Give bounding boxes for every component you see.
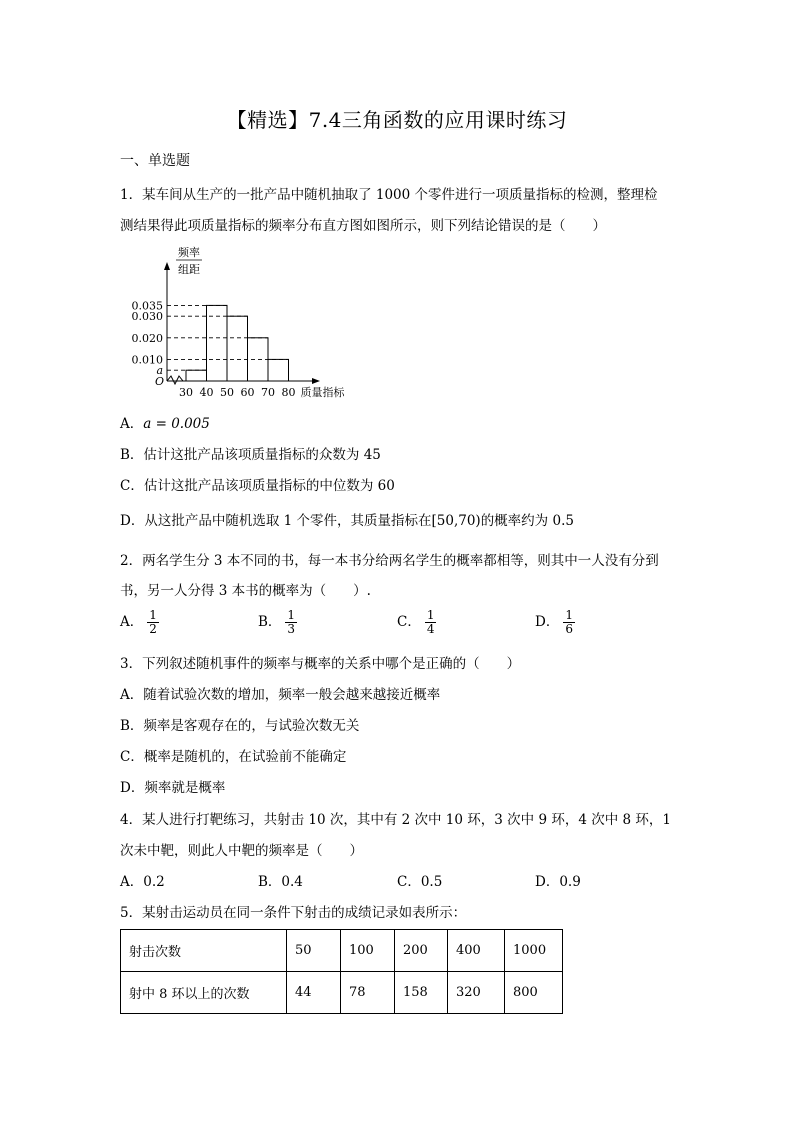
q2-option-b-fraction: $\frac{1}{3}$ — [287, 608, 296, 636]
histogram-bar — [186, 370, 207, 381]
x-axis-arrow — [312, 378, 320, 384]
y-axis-label-top: 频率 — [178, 246, 200, 259]
q3-option-a[interactable]: A．随着试验次数的增加，频率一般会越来越接近概率 — [120, 687, 441, 703]
y-tick-label: 0.035 — [131, 299, 163, 313]
q1-stem-line2: 测结果得此项质量指标的频率分布直方图如图所示，则下列结论错误的是（ ） — [120, 218, 606, 234]
histogram-bar — [207, 305, 228, 381]
q3-stem: 3．下列叙述随机事件的频率与概率的关系中哪个是正确的（ ） — [120, 656, 521, 672]
table-cell: 320 — [448, 972, 505, 1014]
q2-option-c-fraction: $\frac{1}{4}$ — [426, 608, 435, 636]
histogram-chart — [120, 238, 370, 403]
origin-label: O — [155, 375, 165, 388]
q1-option-a[interactable] — [120, 415, 210, 433]
y-axis-label-bottom: 组距 — [178, 263, 200, 276]
q1-option-d-pre: D．从这批产品中随机选取 1 个零件，其质量指标在 — [120, 513, 432, 529]
q1-stem-line1: 1．某车间从生产的一批产品中随机抽取了 1000 个零件进行一项质量指标的检测，整理检 — [120, 187, 658, 203]
table-cell: 50 — [287, 930, 341, 972]
q4-option-d[interactable]: D．0.9 — [535, 874, 581, 890]
table-cell: 400 — [448, 930, 505, 972]
q4-option-c[interactable]: C．0.5 — [397, 874, 443, 890]
q5-table — [120, 929, 563, 1014]
histogram-bar — [248, 338, 269, 381]
q1-option-a-math: a = 0.005 — [143, 416, 210, 432]
q4-option-a[interactable]: A．0.2 — [120, 874, 165, 890]
q2-option-a-fraction: $\frac{1}{2}$ — [149, 608, 157, 636]
table-cell: 44 — [287, 972, 341, 1014]
table-row — [121, 930, 563, 972]
y-tick-label: 0.010 — [131, 353, 163, 367]
q2-option-c[interactable] — [397, 609, 436, 636]
q2-option-d[interactable] — [535, 609, 575, 636]
q2-option-c-label: C． — [397, 614, 421, 630]
table-cell: 射击次数 — [121, 930, 287, 972]
q3-option-b[interactable]: B．频率是客观存在的，与试验次数无关 — [120, 718, 360, 734]
q1-option-c[interactable]: C．估计这批产品该项质量指标的中位数为 60 — [120, 478, 395, 494]
x-axis-label: 质量指标 — [300, 386, 345, 399]
y-tick-label: 0.030 — [131, 310, 163, 324]
table-cell: 1000 — [505, 930, 563, 972]
q2-option-d-label: D． — [535, 614, 560, 630]
q1-option-b[interactable]: B．估计这批产品该项质量指标的众数为 45 — [120, 447, 381, 463]
y-tick-label: a — [156, 364, 163, 378]
y-axis-arrow — [164, 262, 170, 270]
table-cell: 78 — [341, 972, 395, 1014]
q2-option-a-label: A． — [120, 614, 144, 630]
q4-option-b[interactable]: B．0.4 — [258, 874, 303, 890]
table-cell: 100 — [341, 930, 395, 972]
q2-option-b-label: B． — [258, 614, 282, 630]
x-tick-label: 50 — [220, 386, 234, 399]
histogram-bar — [227, 316, 248, 381]
table-cell: 200 — [395, 930, 448, 972]
y-tick-label: 0.020 — [131, 331, 163, 345]
table-row — [121, 972, 563, 1014]
x-tick-label: 40 — [199, 386, 214, 399]
table-cell: 158 — [395, 972, 448, 1014]
q1-option-a-label: A． — [120, 416, 144, 432]
x-tick-label: 30 — [179, 386, 193, 399]
table-cell: 射中 8 环以上的次数 — [121, 972, 287, 1014]
section-heading: 一、单选题 — [120, 153, 190, 169]
axis-break — [167, 376, 186, 384]
q2-option-b[interactable] — [258, 609, 297, 636]
q1-option-d-interval: [50,70) — [431, 513, 481, 529]
x-tick-label: 60 — [240, 386, 255, 399]
q2-stem-line1: 2．两名学生分 3 本不同的书，每一本书分给两名学生的概率都相等，则其中一人没有分到 — [120, 553, 659, 569]
q1-option-d-post: 的概率约为 0.5 — [480, 513, 574, 529]
q2-stem-line2: 书，另一人分得 3 本书的概率为（ ）. — [120, 583, 371, 599]
histogram-bar — [268, 359, 289, 381]
q5-stem: 5．某射击运动员在同一条件下射击的成绩记录如表所示： — [120, 905, 467, 921]
q2-option-a[interactable] — [120, 609, 159, 636]
q3-option-d[interactable]: D．频率就是概率 — [120, 780, 226, 796]
q1-option-d[interactable] — [120, 512, 574, 530]
x-tick-label: 80 — [281, 386, 296, 399]
q4-stem-line2: 次未中靶，则此人中靶的频率是（ ） — [120, 843, 363, 859]
x-tick-label: 70 — [261, 386, 275, 399]
q4-stem-line1: 4．某人进行打靶练习，共射击 10 次，其中有 2 次中 10 环，3 次中 9 环，4 次中 8 环，1 — [120, 812, 671, 828]
page-title: 【精选】7.4三角函数的应用课时练习 — [226, 108, 568, 132]
q2-option-d-fraction: $\frac{1}{6}$ — [565, 608, 573, 636]
q3-option-c[interactable]: C．概率是随机的，在试验前不能确定 — [120, 749, 347, 765]
table-cell: 800 — [505, 972, 563, 1014]
